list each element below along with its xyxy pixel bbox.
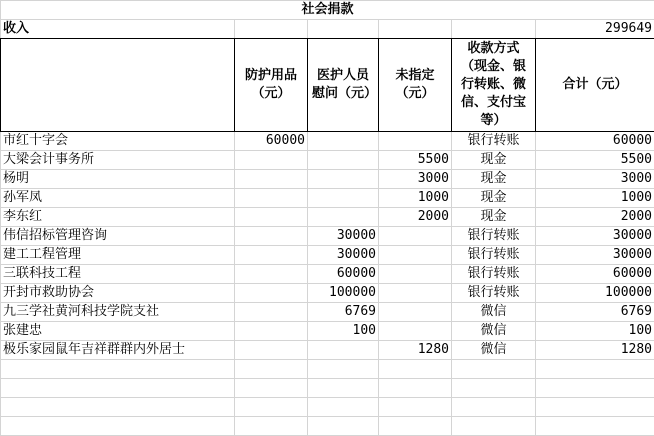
unspecified-amount-cell[interactable]: 2000 [379,208,452,227]
medical-amount-cell[interactable]: 30000 [308,227,379,246]
payment-method-cell[interactable] [452,379,536,398]
payment-method-cell[interactable]: 微信 [452,303,536,322]
cell[interactable] [308,20,379,39]
donor-name-cell[interactable]: 张建忠 [1,322,235,341]
medical-amount-cell[interactable]: 6769 [308,303,379,322]
donor-name-cell[interactable] [1,398,235,417]
donor-name-cell[interactable] [1,379,235,398]
total-amount-cell[interactable]: 100 [536,322,654,341]
table-row [1,170,654,189]
unspecified-amount-cell[interactable]: 1280 [379,341,452,360]
income-row [1,20,654,39]
unspecified-amount-cell[interactable] [379,303,452,322]
total-amount-cell[interactable] [536,417,654,436]
payment-method-cell[interactable]: 银行转账 [452,265,536,284]
table-row [1,227,654,246]
total-amount-cell[interactable]: 6769 [536,303,654,322]
medical-amount-cell[interactable]: 100000 [308,284,379,303]
medical-amount-cell[interactable] [308,379,379,398]
unspecified-amount-cell[interactable] [379,322,452,341]
total-amount-cell[interactable]: 30000 [536,246,654,265]
total-amount-cell[interactable]: 3000 [536,170,654,189]
payment-method-cell[interactable]: 银行转账 [452,132,536,151]
protective-amount-cell[interactable] [235,246,308,265]
table-row [1,132,654,151]
cell[interactable] [452,20,536,39]
protective-amount-cell[interactable] [235,284,308,303]
protective-amount-cell[interactable] [235,398,308,417]
payment-method-cell[interactable]: 银行转账 [452,284,536,303]
protective-amount-cell[interactable] [235,322,308,341]
donor-name-cell[interactable]: 伟信招标管理咨询 [1,227,235,246]
donor-name-cell[interactable]: 开封市救助协会 [1,284,235,303]
donor-name-cell[interactable]: 大梁会计事务所 [1,151,235,170]
unspecified-amount-cell[interactable] [379,246,452,265]
medical-amount-cell[interactable] [308,208,379,227]
table-row [1,417,654,436]
protective-amount-cell[interactable] [235,189,308,208]
unspecified-amount-cell[interactable]: 3000 [379,170,452,189]
total-amount-cell[interactable]: 1000 [536,189,654,208]
total-amount-cell[interactable]: 1280 [536,341,654,360]
total-amount-cell[interactable]: 5500 [536,151,654,170]
donor-name-cell[interactable] [1,360,235,379]
total-amount-cell[interactable] [536,398,654,417]
total-amount-cell[interactable]: 2000 [536,208,654,227]
table-row [1,341,654,360]
donor-name-cell[interactable] [1,417,235,436]
income-label[interactable]: 收入 [1,20,235,39]
protective-amount-cell[interactable] [235,341,308,360]
donor-name-cell[interactable]: 孙军凤 [1,189,235,208]
unspecified-amount-cell[interactable]: 5500 [379,151,452,170]
medical-amount-cell[interactable] [308,189,379,208]
header-unspecified[interactable]: 未指定（元） [379,39,452,132]
protective-amount-cell[interactable] [235,303,308,322]
header-method[interactable]: 收款方式（现金、银行转账、微信、支付宝等） [452,39,536,132]
protective-amount-cell[interactable]: 60000 [235,132,308,151]
payment-method-cell[interactable]: 银行转账 [452,227,536,246]
donor-name-cell[interactable]: 建工工程管理 [1,246,235,265]
protective-amount-cell[interactable] [235,170,308,189]
payment-method-cell[interactable]: 微信 [452,322,536,341]
unspecified-amount-cell[interactable] [379,398,452,417]
payment-method-cell[interactable]: 现金 [452,208,536,227]
unspecified-amount-cell[interactable] [379,284,452,303]
payment-method-cell[interactable] [452,360,536,379]
unspecified-amount-cell[interactable] [379,360,452,379]
medical-amount-cell[interactable] [308,341,379,360]
medical-amount-cell[interactable] [308,170,379,189]
table-row [1,265,654,284]
donor-name-cell[interactable]: 杨明 [1,170,235,189]
protective-amount-cell[interactable] [235,227,308,246]
unspecified-amount-cell[interactable] [379,265,452,284]
protective-amount-cell[interactable] [235,379,308,398]
header-row [1,39,654,132]
table-row [1,284,654,303]
table-row [1,246,654,265]
payment-method-cell[interactable] [452,417,536,436]
income-total[interactable]: 299649 [536,20,654,39]
payment-method-cell[interactable]: 银行转账 [452,246,536,265]
table-row [1,151,654,170]
donor-name-cell[interactable]: 极乐家园鼠年吉祥群群内外居士 [1,341,235,360]
table-row [1,208,654,227]
header-protective[interactable]: 防护用品（元） [235,39,308,132]
protective-amount-cell[interactable] [235,208,308,227]
protective-amount-cell[interactable] [235,360,308,379]
payment-method-cell[interactable]: 现金 [452,189,536,208]
donor-name-cell[interactable]: 三联科技工程 [1,265,235,284]
protective-amount-cell[interactable] [235,265,308,284]
medical-amount-cell[interactable] [308,398,379,417]
medical-amount-cell[interactable] [308,417,379,436]
medical-amount-cell[interactable]: 100 [308,322,379,341]
table-row [1,322,654,341]
unspecified-amount-cell[interactable] [379,132,452,151]
donor-name-cell[interactable]: 九三学社黄河科技学院支社 [1,303,235,322]
medical-amount-cell[interactable]: 60000 [308,265,379,284]
total-amount-cell[interactable]: 60000 [536,132,654,151]
donor-name-cell[interactable]: 李东红 [1,208,235,227]
donor-name-cell[interactable]: 市红十字会 [1,132,235,151]
table-row [1,360,654,379]
payment-method-cell[interactable]: 微信 [452,341,536,360]
total-amount-cell[interactable]: 30000 [536,227,654,246]
table-row [1,189,654,208]
table-row [1,379,654,398]
table-row [1,303,654,322]
header-name[interactable] [1,39,235,132]
unspecified-amount-cell[interactable] [379,227,452,246]
payment-method-cell[interactable] [452,398,536,417]
medical-amount-cell[interactable] [308,151,379,170]
cell[interactable] [379,20,452,39]
sheet-title[interactable]: 社会捐款 [1,1,654,20]
title-row [1,1,654,20]
unspecified-amount-cell[interactable] [379,379,452,398]
total-amount-cell[interactable] [536,379,654,398]
medical-amount-cell[interactable] [308,132,379,151]
medical-amount-cell[interactable] [308,360,379,379]
total-amount-cell[interactable] [536,360,654,379]
cell[interactable] [235,20,308,39]
total-amount-cell[interactable]: 60000 [536,265,654,284]
medical-amount-cell[interactable]: 30000 [308,246,379,265]
unspecified-amount-cell[interactable]: 1000 [379,189,452,208]
total-amount-cell[interactable]: 100000 [536,284,654,303]
table-row [1,398,654,417]
unspecified-amount-cell[interactable] [379,417,452,436]
payment-method-cell[interactable]: 现金 [452,170,536,189]
payment-method-cell[interactable]: 现金 [452,151,536,170]
protective-amount-cell[interactable] [235,151,308,170]
protective-amount-cell[interactable] [235,417,308,436]
header-total[interactable]: 合计（元） [536,39,654,132]
header-medical[interactable]: 医护人员慰问（元） [308,39,379,132]
